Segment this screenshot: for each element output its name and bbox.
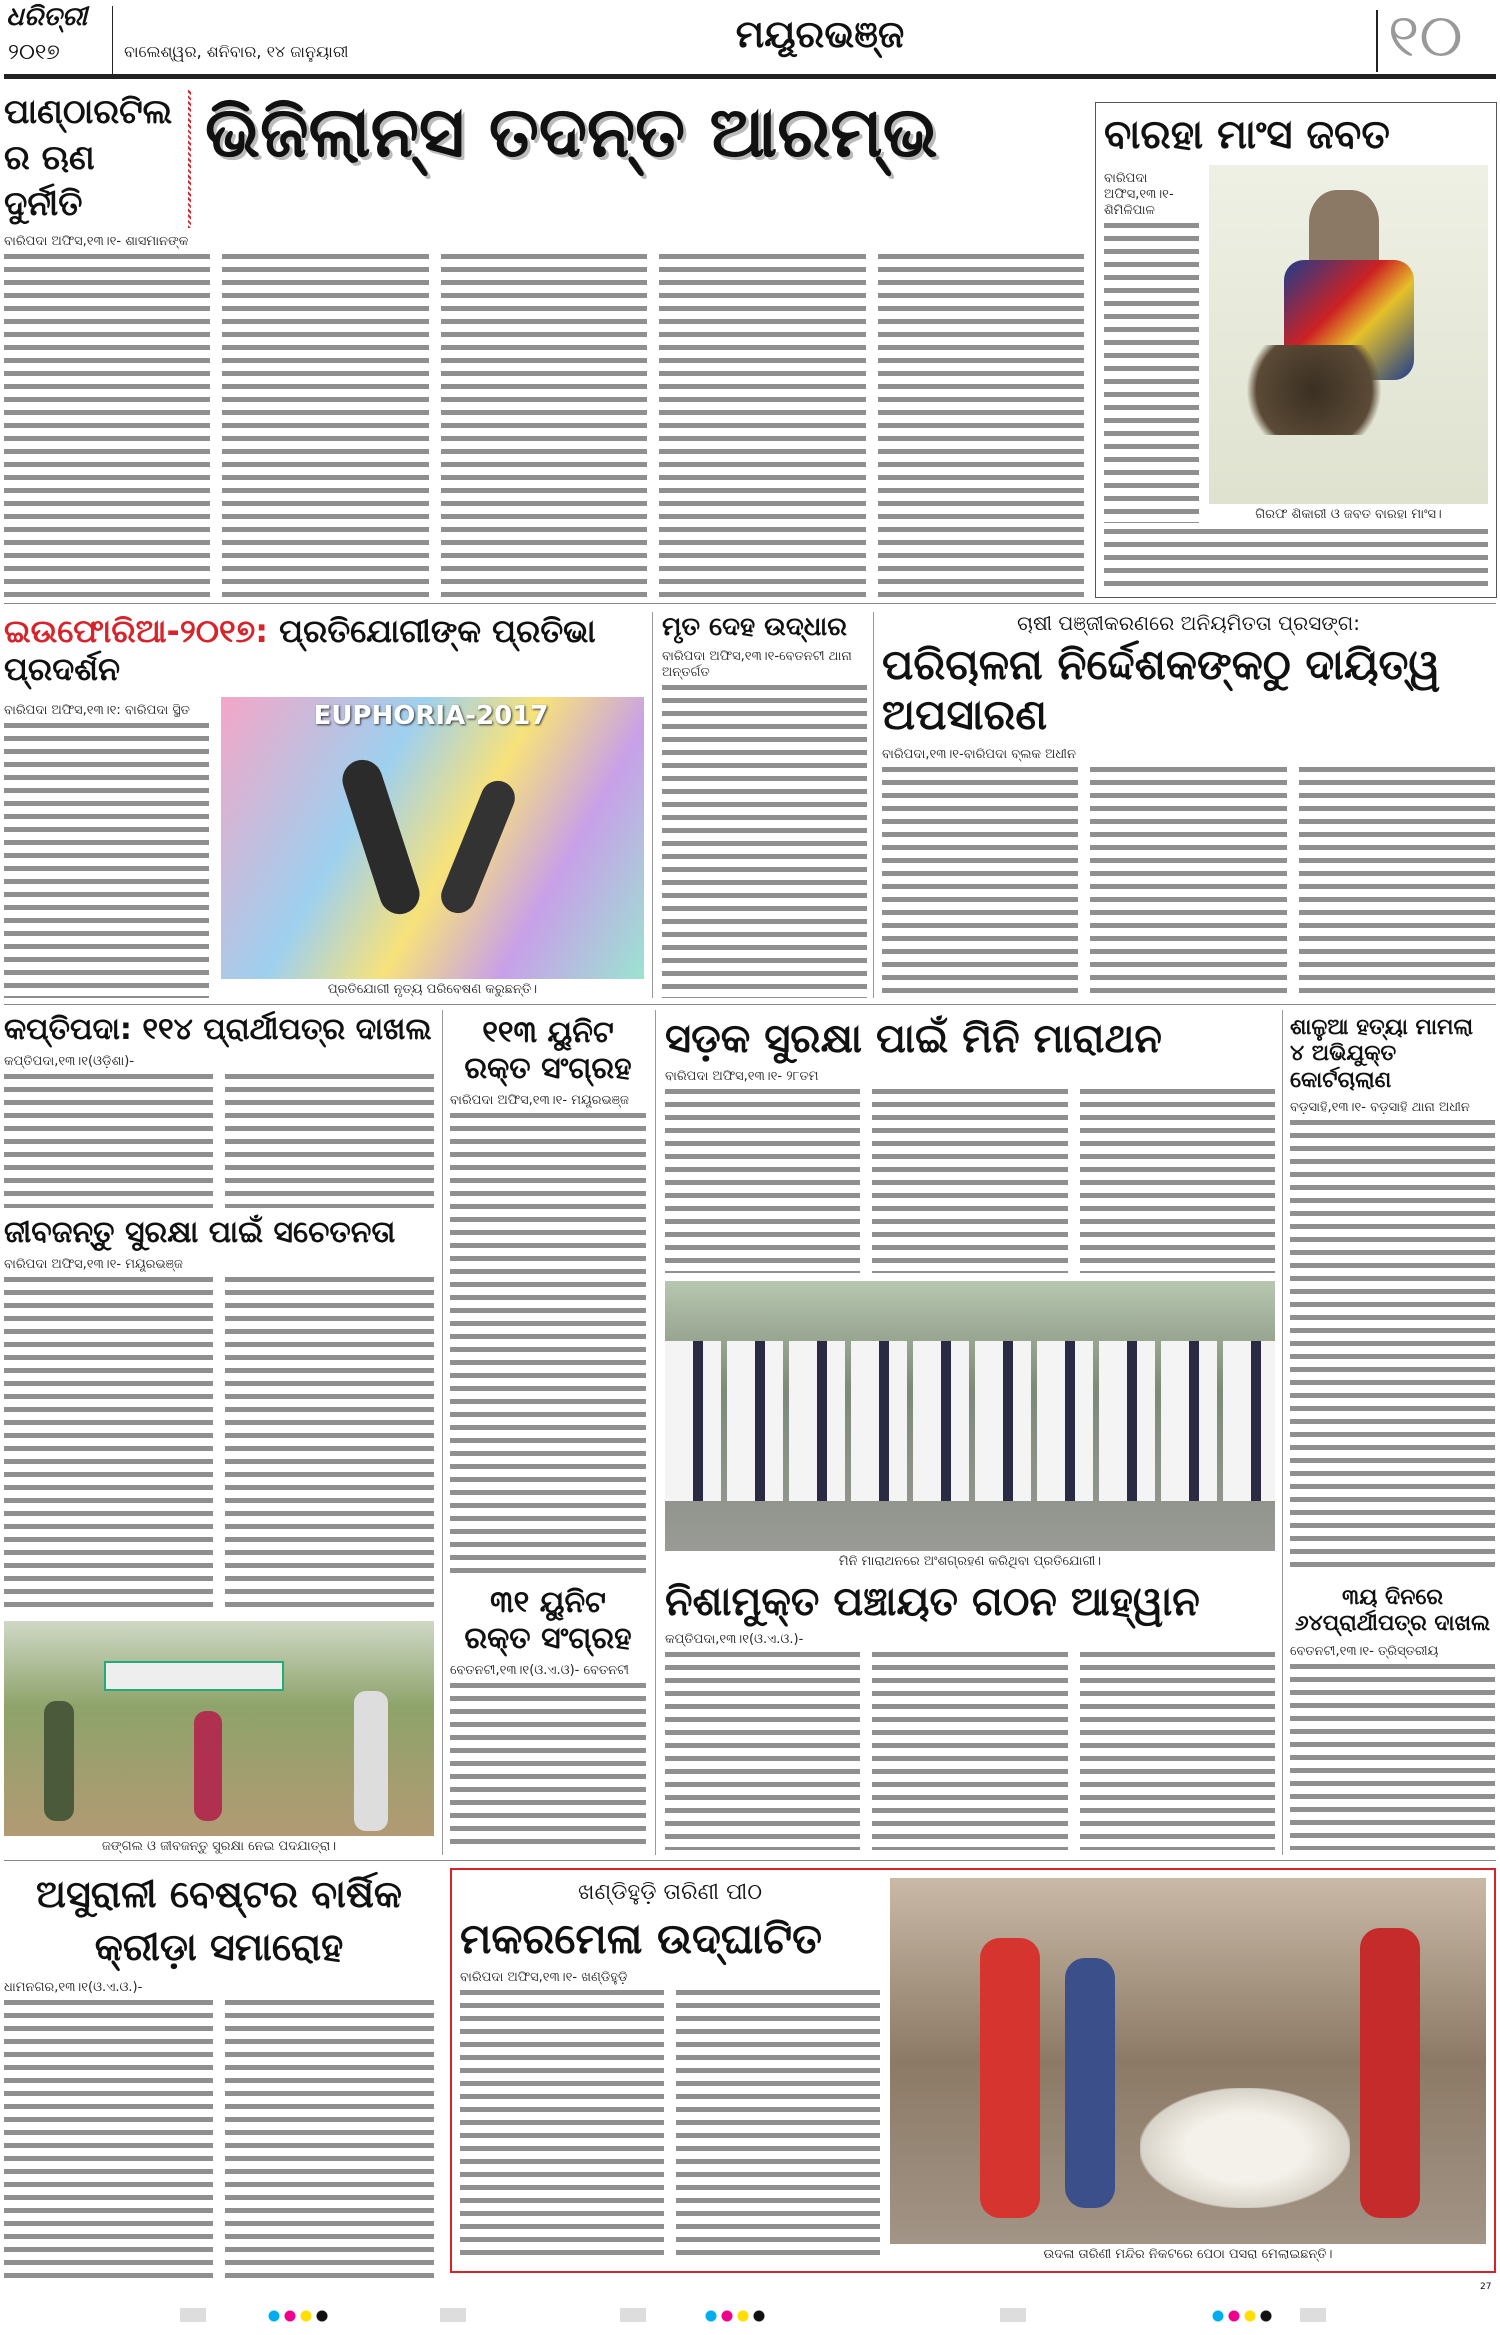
headline: ଇଉଫୋରିଆ-୨୦୧୭: ପ୍ରତିଯୋଗୀଙ୍କ ପ୍ରତିଭା ପ୍ରଦର୍ଶନ <box>4 612 596 689</box>
headline: କପ୍ତିପଦା: ୧୧୪ ପ୍ରାର୍ଥୀପତ୍ର ଦାଖଲ <box>4 1012 432 1047</box>
marathon-photo <box>665 1281 1275 1551</box>
headline: ଶାଳୁଆ ହତ୍ୟା ମାମଲା ୪ ଅଭିଯୁକ୍ତ କୋର୍ଟଚାଲାଣ <box>1290 1015 1474 1093</box>
headline: ଭିଜିଲାନ୍ସ ତଦନ୍ତ ଆରମ୍ଭ <box>205 91 938 173</box>
masthead <box>0 0 1500 80</box>
headline: ମକରମେଳା ଉଦ୍‌ଘାଟିତ <box>460 1914 823 1963</box>
vigilance-story <box>4 90 1084 598</box>
person <box>1309 190 1379 270</box>
seized-meat <box>1229 345 1399 435</box>
kicker: ଚାଷୀ ପଞ୍ଜୀକରଣରେ ଅନିୟମିତତା ପ୍ରସଙ୍ଗ: <box>1017 611 1360 635</box>
kicker: ପାଣ୍ଠାରଟିଲର ଋଣ ଦୁର୍ନୀତି <box>4 92 173 224</box>
kicker: ଖଣ୍ଡିହୁଡ଼ି ତାରିଣୀ ପୀଠ <box>577 1880 763 1905</box>
headline: ଜୀବଜନ୍ତୁ ସୁରକ୍ଷା ପାଇଁ ସଚେତନତା <box>4 1215 396 1250</box>
article-body <box>4 254 1084 598</box>
headline: ଅସୁରାଳୀ ବେଷ୍ଟର ବାର୍ଷିକ କ୍ରୀଡ଼ା ସମାରୋହ <box>36 1872 402 1970</box>
wildlife-photo <box>4 1621 434 1836</box>
headline: ବାରହା ମାଂସ ଜବତ <box>1104 112 1390 158</box>
blood113-story: ୧୧୩ ୟୁନିଟ ରକ୍ତ ସଂଗ୍ରହ ବାରିପଦା ଅଫିସ,୧୩।୧- ମୟୂରଭଞ୍ଜ <box>450 1015 646 1575</box>
barha-box: ବାରହା ମାଂସ ଜବତ ବାରିପଦା ଅଫିସ,୧୩।୧- ଶିମିଳିପାଳ ଗିରଫ ଶିକାରୀ ଓ ଜବତ ବାରହା ମାଂସ। <box>1095 102 1497 598</box>
dancer <box>337 755 424 920</box>
director-story: ଚାଷୀ ପଞ୍ଜୀକରଣରେ ଅନିୟମିତତା ପ୍ରସଙ୍ଗ: ପରିଚାଳନା ନିର୍ଦ୍ଦେଶକଙ୍କଠୁ ଦାୟିତ୍ୱ ଅପସାରଣ ବାରିପଦା,୧୩।୧-ବାରିପଦା ବ୍ଲକ ଅଧୀନ <box>882 610 1495 998</box>
headline: ନିଶାମୁକ୍ତ ପଞ୍ଚାୟତ ଗଠନ ଆହ୍ୱାନ <box>665 1579 1200 1625</box>
article-lead: ବାରିପଦା ଅଫିସ,୧୩।୧- ଶାସମାନଙ୍କ <box>4 233 189 249</box>
headline: ପରିଚାଳନା ନିର୍ଦ୍ଦେଶକଙ୍କଠୁ ଦାୟିତ୍ୱ ଅପସାରଣ <box>882 640 1441 740</box>
registration-marks <box>0 2300 1500 2330</box>
petha-stack <box>1140 2088 1350 2208</box>
makar-box: ଖଣ୍ଡିହୁଡ଼ି ତାରିଣୀ ପୀଠ ମକରମେଳା ଉଦ୍‌ଘାଟିତ ବାରିପଦା ଅଫିସ,୧୩।୧- ଖଣ୍ଡିହୁଡ଼ି ଉଦଳା ତାରିଣୀ ମନ୍ଦିର ନିକଟରେ ପେଠା ପସରା ମେଲାଇଛନ୍ତି। <box>450 1868 1496 2273</box>
dateline: ବାଲେଶ୍ୱର, ଶନିବାର, ୧୪ ଜାନୁୟାରୀ <box>124 42 349 61</box>
euphoria-photo: EUPHORIA-2017 <box>221 697 644 979</box>
asurali-story: ଅସୁରାଳୀ ବେଷ୍ଟର ବାର୍ଷିକ କ୍ରୀଡ଼ା ସମାରୋହ ଧାମନଗର,୧୩।୧(ଓ.ଏ.ଓ.)- <box>4 1868 434 2278</box>
marathon-story: ସଡ଼କ ସୁରକ୍ଷା ପାଇଁ ମିନି ମାରାଥନ ବାରିପଦା ଅଫିସ,୧୩।୧- ୨୮ତମ ମିନି ମାରାଥନରେ ଅଂଶଗ୍ରହଣ କରିଥିବା ପ୍ରତିଯୋଗୀ। <box>665 1015 1275 1570</box>
barha-photo <box>1209 165 1488 504</box>
headline: ୧୧୩ ୟୁନିଟ ରକ୍ତ ସଂଗ୍ରହ <box>464 1015 632 1086</box>
euphoria-story: ଇଉଫୋରିଆ-୨୦୧୭: ପ୍ରତିଯୋଗୀଙ୍କ ପ୍ରତିଭା ପ୍ରଦର୍ଶନ ବାରିପଦା ଅଫିସ,୧୩।୧: ବାରିପଦା ସ୍ଥିତ EUPHORIA-2017 ପ୍ରତିଯୋଗୀ ନୃତ୍ୟ ପରିବେଷଣ କରୁଛନ୍ତି। <box>4 612 644 998</box>
year: ୨୦୧୭ <box>8 40 60 65</box>
saluaa-story: ଶାଳୁଆ ହତ୍ୟା ମାମଲା ୪ ଅଭିଯୁକ୍ତ କୋର୍ଟଚାଲାଣ ବଡ଼ସାହି,୧୩।୧- ବଡ଼ସାହି ଥାନା ଅଧୀନ <box>1290 1015 1495 1575</box>
page-number: ୧୦ <box>1388 1 1463 71</box>
kaptipada-story: କପ୍ତିପଦା: ୧୧୪ ପ୍ରାର୍ଥୀପତ୍ର ଦାଖଲ କପ୍ତିପଦା,୧୩।୧(ଓଡ଼ିଶା)- <box>4 1012 434 1208</box>
paper-logo: ଧରିତ୍ରୀ <box>6 2 88 32</box>
section-title: ମୟୂରଭଞ୍ଜ <box>735 12 905 56</box>
headline: ୩୧ ୟୁନିଟ ରକ୍ତ ସଂଗ୍ରହ <box>464 1585 632 1656</box>
headline: ୩ୟ ଦିନରେ ୬୪ପ୍ରାର୍ଥୀପତ୍ର ଦାଖଲ <box>1294 1585 1491 1637</box>
blood31-story: ୩୧ ୟୁନିଟ ରକ୍ତ ସଂଗ୍ରହ ବେତନଟୀ,୧୩।୧(ଓ.ଏ.ଓ)- ବେତନଟୀ <box>450 1585 646 1850</box>
day3-story: ୩ୟ ଦିନରେ ୬୪ପ୍ରାର୍ଥୀପତ୍ର ଦାଖଲ ବେତନଟୀ,୧୩।୧- ତ୍ରିସ୍ତରୀୟ <box>1290 1585 1495 1850</box>
folio: 27 <box>1480 2282 1492 2292</box>
wildlife-story: ଜୀବଜନ୍ତୁ ସୁରକ୍ଷା ପାଇଁ ସଚେତନତା ବାରିପଦା ଅଫିସ,୧୩।୧- ମୟୂରଭଞ୍ଜ ଜଙ୍ଗଲ ଓ ଜୀବଜନ୍ତୁ ସୁରକ୍ଷା ନେଇ ପଦଯାତ୍ରା। <box>4 1215 434 1855</box>
photo-caption: ଗିରଫ ଶିକାରୀ ଓ ଜବତ ବାରହା ମାଂସ। <box>1255 507 1442 522</box>
makar-photo <box>890 1878 1486 2244</box>
body-found-story: ମୃତ ଦେହ ଉଦ୍ଧାର ବାରିପଦା ଅଫିସ,୧୩।୧-ବେତନଟୀ ଥାନା ଅନ୍ତର୍ଗତ <box>662 612 867 998</box>
deaddiction-story: ନିଶାମୁକ୍ତ ପଞ୍ଚାୟତ ଗଠନ ଆହ୍ୱାନ କପ୍ତିପଦା,୧୩।୧(ଓ.ଏ.ଓ.)- <box>665 1578 1275 1850</box>
headline: ସଡ଼କ ସୁରକ୍ଷା ପାଇଁ ମିନି ମାରାଥନ <box>665 1016 1162 1062</box>
dancer <box>436 776 520 919</box>
headline: ମୃତ ଦେହ ଉଦ୍ଧାର <box>662 612 847 642</box>
